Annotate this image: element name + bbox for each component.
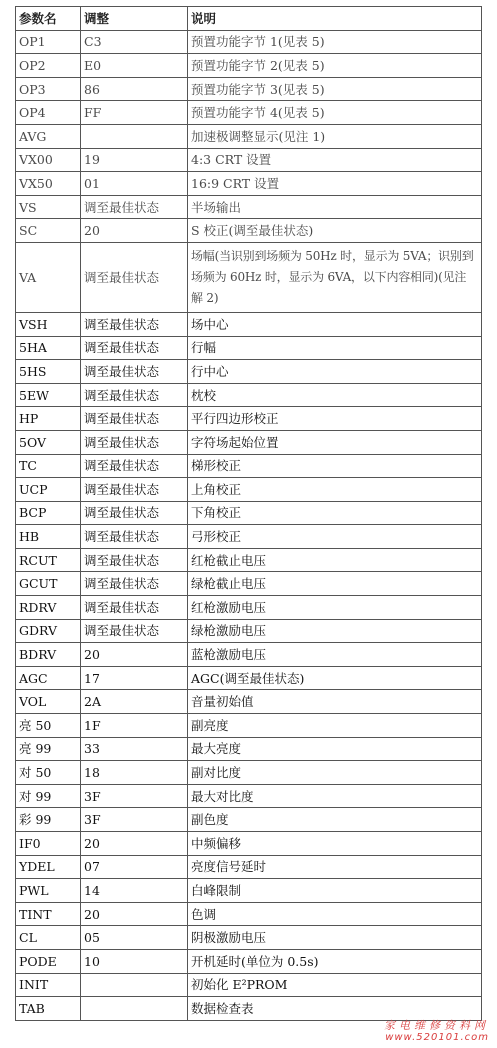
description-cell: 中频偏移 [188,832,482,856]
description-cell: AGC(调至最佳状态) [188,666,482,690]
param-name-cell: VX00 [16,148,81,172]
param-name-cell: OP3 [16,77,81,101]
description-cell: 枕校 [188,383,482,407]
param-name-cell: 5OV [16,430,81,454]
table-row [16,172,482,196]
adjust-value-cell: 2A [81,690,188,714]
param-name-cell: INIT [16,973,81,997]
description-cell: 预置功能字节 1(见表 5) [188,30,482,54]
description-cell: 梯形校正 [188,454,482,478]
adjust-value-cell [81,124,188,148]
table-row [16,30,482,54]
table-row [16,666,482,690]
table-row [16,997,482,1021]
adjust-value-cell: 调至最佳状态 [81,336,188,360]
description-cell: 16:9 CRT 设置 [188,172,482,196]
param-name-cell: PWL [16,879,81,903]
description-cell: 加速极调整显示(见注 1) [188,124,482,148]
param-name-cell: GDRV [16,619,81,643]
adjust-value-cell: FF [81,101,188,125]
description-cell: 色调 [188,902,482,926]
adjust-value-cell: 10 [81,949,188,973]
param-name-cell: IF0 [16,832,81,856]
param-name-cell: 5EW [16,383,81,407]
description-cell: 预置功能字节 3(见表 5) [188,77,482,101]
table-row [16,454,482,478]
param-name-cell: OP2 [16,54,81,78]
adjust-value-cell: 33 [81,737,188,761]
description-cell: 副亮度 [188,714,482,738]
table-row [16,548,482,572]
table-row [16,643,482,667]
table-row [16,879,482,903]
watermark-site-name: 家电维修资料网 [384,1019,489,1032]
param-name-cell: BCP [16,501,81,525]
header-adjust: 调整 [81,7,188,31]
description-cell: 绿枪截止电压 [188,572,482,596]
table-row [16,572,482,596]
table-header-row [16,7,482,31]
description-cell: 红枪激励电压 [188,596,482,620]
adjust-value-cell [81,997,188,1021]
adjust-value-cell: 07 [81,855,188,879]
description-cell: 阴极激励电压 [188,926,482,950]
description-cell: S 校正(调至最佳状态) [188,219,482,243]
param-name-cell: VA [16,242,81,312]
description-cell: 场中心 [188,312,482,336]
adjust-value-cell: 3F [81,784,188,808]
adjust-value-cell: 调至最佳状态 [81,501,188,525]
param-name-cell: 彩 99 [16,808,81,832]
param-name-cell: VS [16,195,81,219]
table-row [16,761,482,785]
param-name-cell: 5HS [16,360,81,384]
adjust-value-cell: 18 [81,761,188,785]
description-cell: 最大亮度 [188,737,482,761]
table-row [16,525,482,549]
adjust-value-cell: 17 [81,666,188,690]
table-row [16,54,482,78]
table-row [16,101,482,125]
table-row [16,808,482,832]
adjust-value-cell: 3F [81,808,188,832]
description-cell: 红枪截止电压 [188,548,482,572]
table-body [16,30,482,1020]
table-row [16,949,482,973]
param-name-cell: VSH [16,312,81,336]
adjust-value-cell: 调至最佳状态 [81,242,188,312]
table-row [16,478,482,502]
param-name-cell: 对 99 [16,784,81,808]
description-cell: 白峰限制 [188,879,482,903]
adjust-value-cell: 调至最佳状态 [81,454,188,478]
adjust-value-cell: 调至最佳状态 [81,548,188,572]
description-cell: 半场输出 [188,195,482,219]
param-name-cell: VX50 [16,172,81,196]
table-row [16,124,482,148]
param-name-cell: VOL [16,690,81,714]
param-name-cell: 对 50 [16,761,81,785]
adjust-value-cell: E0 [81,54,188,78]
param-name-cell: RCUT [16,548,81,572]
param-name-cell: 亮 99 [16,737,81,761]
table-row [16,973,482,997]
adjust-value-cell: 调至最佳状态 [81,619,188,643]
description-cell: 音量初始值 [188,690,482,714]
description-cell: 数据检查表 [188,997,482,1021]
description-cell: 行中心 [188,360,482,384]
adjust-value-cell: 调至最佳状态 [81,195,188,219]
adjust-value-cell: 调至最佳状态 [81,478,188,502]
table-row [16,737,482,761]
table-row [16,383,482,407]
parameter-table [15,6,482,1021]
adjust-value-cell: 14 [81,879,188,903]
param-name-cell: UCP [16,478,81,502]
param-name-cell: GCUT [16,572,81,596]
description-cell: 上角校正 [188,478,482,502]
param-name-cell: 亮 50 [16,714,81,738]
table-row [16,926,482,950]
adjust-value-cell: 调至最佳状态 [81,430,188,454]
table-row [16,336,482,360]
table-row [16,619,482,643]
description-cell: 初始化 E²PROM [188,973,482,997]
table-row [16,407,482,431]
description-cell: 蓝枪激励电压 [188,643,482,667]
table-row [16,714,482,738]
adjust-value-cell: 20 [81,219,188,243]
adjust-value-cell: 调至最佳状态 [81,407,188,431]
description-cell: 开机延时(单位为 0.5s) [188,949,482,973]
table-row [16,77,482,101]
description-cell: 字符场起始位置 [188,430,482,454]
param-name-cell: TAB [16,997,81,1021]
adjust-value-cell: C3 [81,30,188,54]
watermark-url: www.520101.com [385,1032,489,1043]
header-param-name: 参数名 [16,7,81,31]
table-row [16,501,482,525]
adjust-value-cell: 调至最佳状态 [81,525,188,549]
description-cell: 副色度 [188,808,482,832]
param-name-cell: TC [16,454,81,478]
table-row [16,219,482,243]
description-cell: 预置功能字节 2(见表 5) [188,54,482,78]
param-name-cell: 5HA [16,336,81,360]
param-name-cell: BDRV [16,643,81,667]
param-name-cell: HB [16,525,81,549]
table-row [16,902,482,926]
description-cell: 场幅(当识别到场频为 50Hz 时，显示为 5VA；识别到场频为 60Hz 时，显示为 6VA，以下内容相同)(见注解 2) [188,242,482,312]
adjust-value-cell: 调至最佳状态 [81,312,188,336]
adjust-value-cell: 86 [81,77,188,101]
table-row [16,430,482,454]
param-name-cell: OP4 [16,101,81,125]
description-cell: 下角校正 [188,501,482,525]
param-name-cell: RDRV [16,596,81,620]
description-cell: 最大对比度 [188,784,482,808]
description-cell: 副对比度 [188,761,482,785]
adjust-value-cell: 20 [81,902,188,926]
table-row [16,242,482,312]
table-row [16,195,482,219]
adjust-value-cell [81,973,188,997]
adjust-value-cell: 调至最佳状态 [81,360,188,384]
description-cell: 4:3 CRT 设置 [188,148,482,172]
param-name-cell: YDEL [16,855,81,879]
header-description: 说明 [188,7,482,31]
adjust-value-cell: 20 [81,832,188,856]
table-row [16,784,482,808]
table-row [16,148,482,172]
param-name-cell: AVG [16,124,81,148]
table-row [16,312,482,336]
adjust-value-cell: 19 [81,148,188,172]
description-cell: 预置功能字节 4(见表 5) [188,101,482,125]
adjust-value-cell: 1F [81,714,188,738]
table-row [16,855,482,879]
table-row [16,832,482,856]
adjust-value-cell: 调至最佳状态 [81,383,188,407]
adjust-value-cell: 调至最佳状态 [81,572,188,596]
param-name-cell: TINT [16,902,81,926]
adjust-value-cell: 20 [81,643,188,667]
table-row [16,690,482,714]
param-name-cell: PODE [16,949,81,973]
description-cell: 绿枪激励电压 [188,619,482,643]
description-cell: 弓形校正 [188,525,482,549]
site-watermark [384,1020,489,1044]
param-name-cell: CL [16,926,81,950]
adjust-value-cell: 01 [81,172,188,196]
param-name-cell: AGC [16,666,81,690]
param-name-cell: OP1 [16,30,81,54]
description-cell: 行幅 [188,336,482,360]
table-row [16,360,482,384]
table-row [16,596,482,620]
description-cell: 亮度信号延时 [188,855,482,879]
param-name-cell: SC [16,219,81,243]
description-cell: 平行四边形校正 [188,407,482,431]
adjust-value-cell: 05 [81,926,188,950]
param-name-cell: HP [16,407,81,431]
adjust-value-cell: 调至最佳状态 [81,596,188,620]
